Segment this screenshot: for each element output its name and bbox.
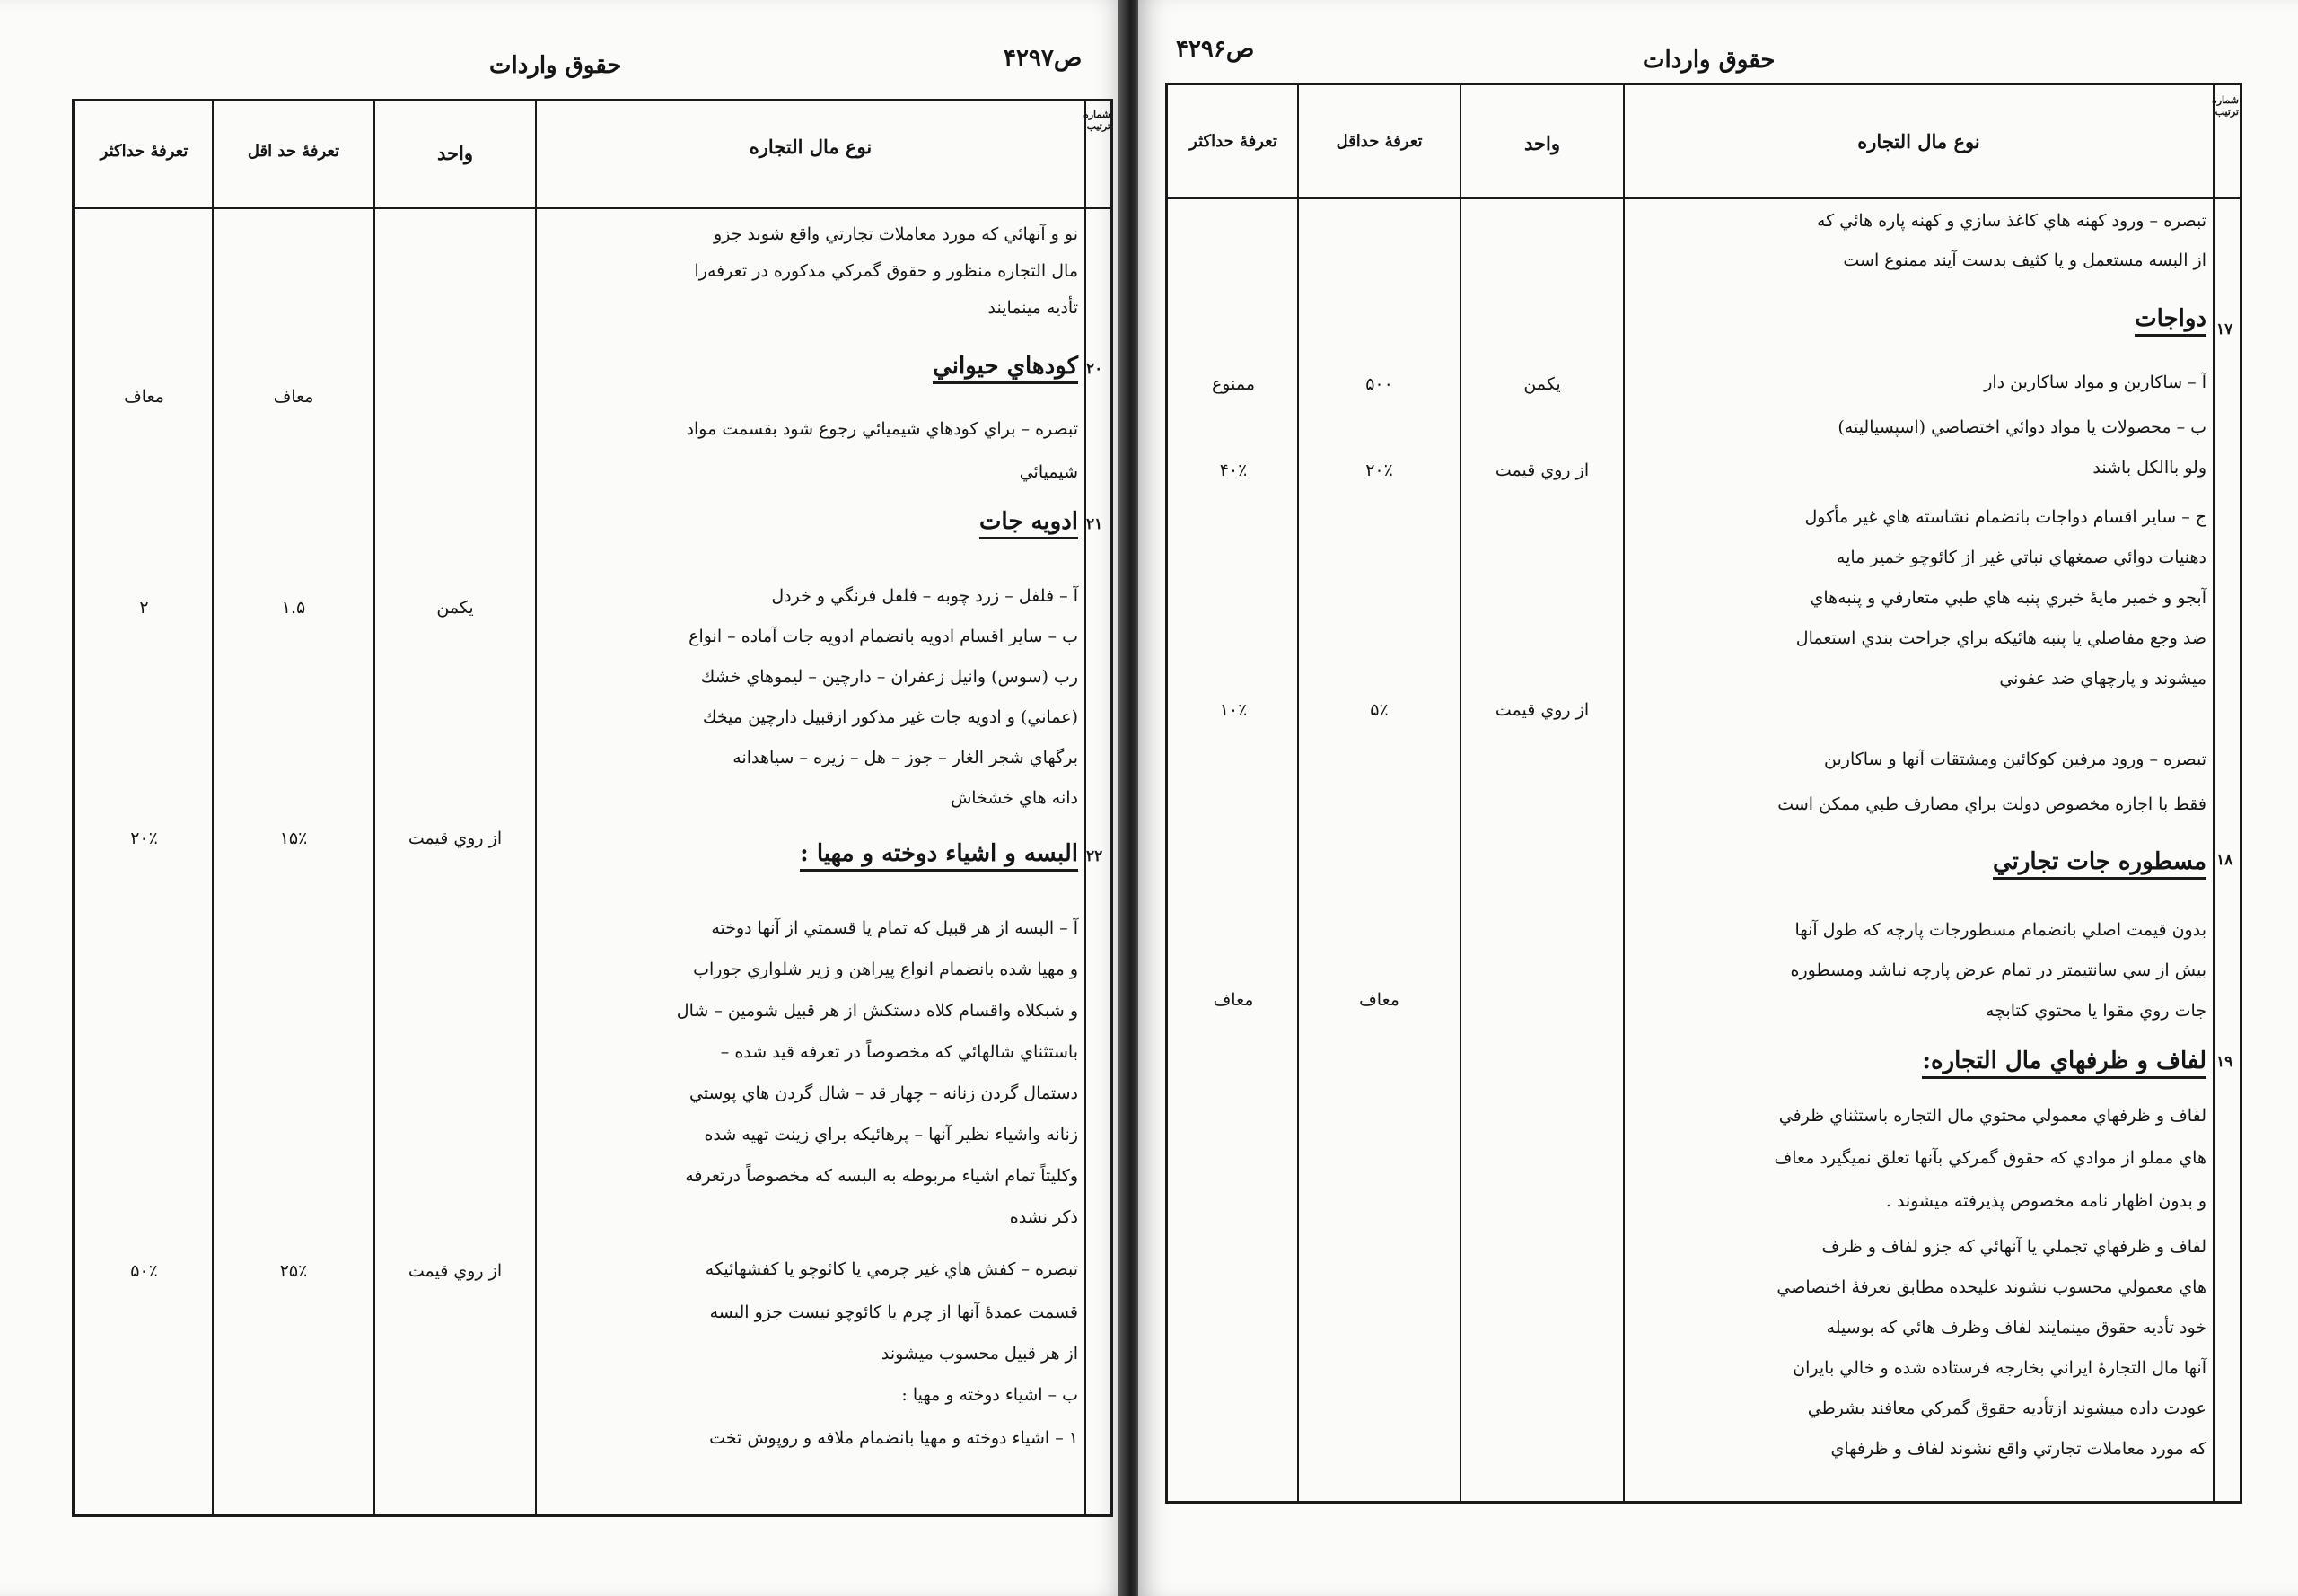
unit-cell: از روي قيمت xyxy=(408,1261,503,1281)
desc-line: از البسه مستعمل و يا كثيف بدست آيند ممنوع است xyxy=(1843,250,2206,270)
running-title: حقوق واردات xyxy=(489,52,622,79)
column-divider xyxy=(535,101,537,1514)
desc-line: باستثناي شالهائي كه مخصوصاً در تعرفه قيد شده – xyxy=(720,1042,1078,1062)
item-number: ۲۰ xyxy=(1086,360,1103,378)
max-tariff-cell: معاف xyxy=(1213,990,1254,1010)
goods-description-column xyxy=(1630,85,2206,1502)
column-header-max-tariff: تعرفهٔ حداکثر xyxy=(100,142,189,161)
desc-line: قسمت عمدهٔ آنها از چرم يا كائوچو نيست جزو البسه xyxy=(709,1302,1078,1322)
column-divider xyxy=(1460,85,1461,1501)
unit-cell: از روي قيمت xyxy=(1495,700,1590,720)
desc-line: ميشوند و پارچهاي ضد عفوني xyxy=(1999,669,2206,688)
desc-line: آ – البسه از هر قبيل كه تمام يا قسمتي از آنها دوخته xyxy=(711,918,1078,938)
desc-line: ۱ – اشياء دوخته و مهيا بانضمام ملافه و روپوش تخت xyxy=(709,1428,1078,1448)
desc-line: دهنيات دوائي صمغهاي نباتي غير از كائوچو خمير مايه xyxy=(1836,548,2206,567)
column-header-max-tariff: تعرفهٔ حداکثر xyxy=(1189,132,1277,151)
max-tariff-cell: ۵۰٪ xyxy=(130,1261,158,1281)
section-title-animal-fertilizers: كودهاي حيواني xyxy=(933,353,1078,384)
column-header-item-number: شماره ترتیب xyxy=(1083,109,1110,132)
column-divider xyxy=(2213,85,2215,1501)
max-tariff-cell: ۲ xyxy=(139,598,149,618)
desc-line: ب – ساير اقسام ادويه بانضمام ادويه جات آماده – انواع xyxy=(689,627,1078,646)
min-tariff-cell: ۱۵٪ xyxy=(279,829,308,848)
section-title-commercial-samples: مسطوره جات تجارتي xyxy=(1993,848,2206,880)
column-header-unit: واحد xyxy=(437,142,473,164)
min-tariff-cell: معاف xyxy=(273,387,314,407)
desc-line: نو و آنهائي كه مورد معاملات تجارتي واقع شوند جزو xyxy=(714,224,1078,244)
min-tariff-cell: معاف xyxy=(1359,990,1399,1010)
max-tariff-cell: ممنوع xyxy=(1211,374,1256,394)
unit-cell: از روي قيمت xyxy=(408,829,503,848)
desc-line: آ – فلفل – زرد چوبه – فلفل فرنگي و خردل xyxy=(771,586,1078,606)
min-tariff-cell: ۲۰٪ xyxy=(1365,460,1393,480)
desc-line: كه مورد معاملات تجارتي واقع نشوند لفاف و ظرفهاي xyxy=(1830,1439,2206,1459)
item-number: ۱۹ xyxy=(2216,1053,2233,1071)
tariff-table-left xyxy=(72,99,1113,1517)
page-number: ص۴۲۹۷ xyxy=(1004,45,1083,72)
max-tariff-cell: ۲۰٪ xyxy=(130,829,158,848)
desc-line: ب – اشياء دوخته و مهيا : xyxy=(901,1385,1078,1405)
desc-line: رب (سوس) وانيل زعفران – دارچين – ليموهاي خشك xyxy=(700,667,1078,687)
right-page xyxy=(1138,0,2298,1596)
goods-description-column xyxy=(541,101,1078,1515)
note-line: تبصره – ورود كهنه هاي كاغذ سازي و كهنه پاره هائي كه xyxy=(1816,211,2206,231)
desc-line: زنانه واشياء نظير آنها – پرهائيكه براي زينت تهيه شده xyxy=(704,1125,1078,1144)
desc-line: هاي معمولي محسوب نشوند عليحده مطابق تعرفهٔ اختصاصي xyxy=(1776,1277,2206,1297)
desc-line: و مهيا شده بانضمام انواع پيراهن و زير شلواري جوراب xyxy=(693,960,1078,979)
desc-line: و شبكلاه واقسام كلاه دستكش از هر قبيل شومين – شال xyxy=(676,1001,1078,1021)
max-tariff-cell: ۴۰٪ xyxy=(1219,460,1248,480)
unit-cell: يكمن xyxy=(436,598,474,618)
item-number: ۲۲ xyxy=(1086,847,1103,865)
desc-line: وكليتاً تمام اشياء مربوطه به البسه كه مخصوصاً درتعرفه xyxy=(685,1166,1078,1186)
running-title: حقوق واردات xyxy=(1643,47,1776,74)
desc-line: آبجو و خمير مايهٔ خبري پنبه هاي طبي متعارفي و پنبه‌هاي xyxy=(1810,588,2206,608)
column-header-unit: واحد xyxy=(1524,132,1560,154)
column-divider xyxy=(1623,85,1625,1501)
desc-line: از هر قبيل محسوب ميشوند xyxy=(881,1344,1078,1364)
desc-line: آنها مال التجارهٔ ايراني بخارجه فرستاده شده و خالي بايران xyxy=(1793,1358,2206,1378)
desc-line: لفاف و ظرفهاي معمولي محتوي مال التجاره باستثناي ظرفي xyxy=(1778,1106,2206,1126)
min-tariff-cell: ۲۵٪ xyxy=(279,1261,308,1281)
desc-line: ذكر نشده xyxy=(1009,1207,1078,1227)
item-number: ۱۷ xyxy=(2216,320,2233,338)
unit-cell: از روي قيمت xyxy=(1495,460,1590,480)
column-header-item-number: شماره ترتیب xyxy=(2211,94,2239,118)
desc-line: خود تأديه حقوق مينمايند لفاف وظرف هائي كه بوسيله xyxy=(1826,1318,2206,1337)
note-line: تبصره – ورود مرفين كوكائين ومشتقات آنها و ساكارين xyxy=(1824,750,2206,769)
max-tariff-cell: معاف xyxy=(124,387,164,407)
column-divider xyxy=(373,101,375,1514)
desc-line: ج – ساير اقسام دواجات بانضمام نشاسته هاي غير مأكول xyxy=(1804,507,2206,527)
desc-line: بيش از سي سانتيمتر در تمام عرض پارچه نباشد ومسطوره xyxy=(1790,960,2206,980)
desc-line: ب – محصولات يا مواد دوائي اختصاصي (اسپسياليته) xyxy=(1838,417,2206,437)
column-header-goods-type: نوع مال التجاره xyxy=(1857,130,1980,153)
section-title-packaging: لفاف و ظرفهاي مال التجاره: xyxy=(1922,1048,2206,1079)
tariff-table-right xyxy=(1165,83,2242,1504)
desc-line: ضد وجع مفاصلي يا پنبه هائيكه براي جراحت بندي استعمال xyxy=(1795,628,2206,648)
desc-line: تأديه مينمايند xyxy=(987,298,1078,318)
desc-line: دانه هاي خشخاش xyxy=(951,788,1078,808)
desc-line: جات روي مقوا يا محتوي كتابچه xyxy=(1986,1001,2206,1021)
max-tariff-cell: ۱۰٪ xyxy=(1219,700,1248,720)
item-number: ۲۱ xyxy=(1086,515,1103,533)
min-tariff-cell: ۱.۵ xyxy=(281,598,306,618)
desc-line: و بدون اظهار نامه مخصوص پذيرفته ميشوند . xyxy=(1885,1191,2206,1211)
desc-line: بدون قيمت اصلي بانضمام مسطورجات پارچه كه طول آنها xyxy=(1794,920,2206,940)
left-page xyxy=(0,0,1126,1596)
section-title-clothing: البسه و اشياء دوخته و مهيا : xyxy=(800,840,1078,872)
page-number: ص۴۲۹۶ xyxy=(1176,36,1255,63)
desc-line: شيميائي xyxy=(1019,462,1078,482)
item-number: ۱۸ xyxy=(2216,851,2233,869)
section-title-medicines: دواجات xyxy=(2135,305,2206,337)
desc-line: دستمال گردن زنانه – چهار قد – شال گردن هاي پوستي xyxy=(689,1083,1078,1103)
desc-line: آ – ساكارين و مواد ساكارين دار xyxy=(1984,373,2206,392)
column-divider xyxy=(1084,101,1086,1514)
desc-line: (عماني) و ادويه جات غير مذكور ازقبيل دارچين ميخك xyxy=(702,707,1078,727)
column-header-goods-type: نوع مال التجاره xyxy=(749,136,873,158)
desc-line: هاي مملو از موادي كه حقوق گمركي بآنها تعلق نميگيرد معاف xyxy=(1774,1148,2206,1168)
note-line: تبصره – براي كودهاي شيميائي رجوع شود بقسمت مواد xyxy=(686,419,1078,439)
desc-line: مال التجاره منظور و حقوق گمركي مذكوره در تعرفه‌را xyxy=(694,261,1078,281)
column-divider xyxy=(212,101,214,1514)
desc-line: ولو باالكل باشند xyxy=(2092,458,2206,478)
section-title-spices: ادويه جات xyxy=(979,508,1078,539)
desc-line: لفاف و ظرفهاي تجملي يا آنهائي كه جزو لفاف و ظرف xyxy=(1821,1237,2206,1257)
column-header-min-tariff: تعرفهٔ حد اقل xyxy=(247,142,340,161)
min-tariff-cell: ۵٪ xyxy=(1370,700,1389,720)
desc-line: فقط با اجازه مخصوص دولت براي مصارف طبي ممكن است xyxy=(1777,794,2206,814)
min-tariff-cell: ۵۰۰ xyxy=(1365,374,1393,394)
note-line: تبصره – كفش هاي غير چرمي يا كائوچو يا كفشهائيكه xyxy=(705,1259,1078,1279)
unit-cell: يكمن xyxy=(1523,374,1561,394)
column-divider xyxy=(1297,85,1299,1501)
desc-line: برگهاي شجر الغار – جوز – هل – زيره – سياهدانه xyxy=(732,748,1078,767)
column-header-min-tariff: تعرفهٔ حداقل xyxy=(1336,132,1423,151)
desc-line: عودت داده ميشوند ازتأديه حقوق گمركي معافند بشرطي xyxy=(1807,1399,2206,1418)
